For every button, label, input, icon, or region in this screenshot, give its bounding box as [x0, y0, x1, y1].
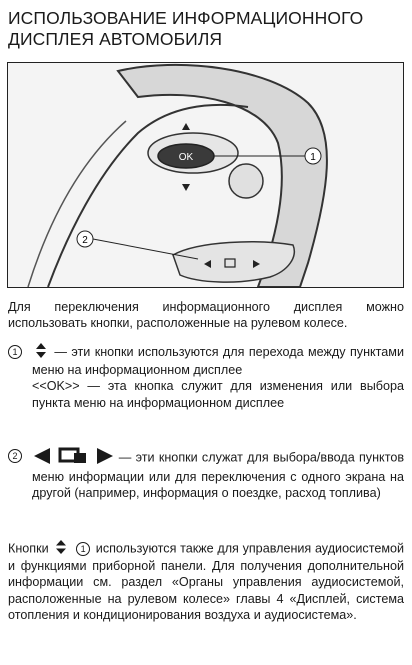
- item1-text-a: — эти кнопки используются для перехода между пунктами меню на информационном дисплее: [32, 344, 404, 378]
- intro-paragraph: Для переключения информационного дисплея можно использовать кнопки, расположенные на рулевом колесе.: [8, 300, 404, 331]
- page-title: ИСПОЛЬЗОВАНИЕ ИНФОРМАЦИОННОГО ДИСПЛЕЯ АВТОМОБИЛЯ: [8, 8, 364, 49]
- right-triangle-icon: [93, 448, 115, 468]
- callout-2: 2: [82, 235, 88, 246]
- item-body: [32, 343, 404, 411]
- item-body: [32, 447, 404, 502]
- round-button: [229, 164, 263, 198]
- up-down-arrows-icon: [52, 540, 70, 558]
- screen-toggle-icon: [58, 447, 88, 469]
- up-down-arrows-icon: [32, 343, 50, 362]
- item1-text-b: <<OK>> — эта кнопка служит для изменения или выбора пункта меню на информационном дисплее: [32, 379, 404, 410]
- steering-wheel-figure: [7, 62, 404, 288]
- left-triangle-icon: [32, 448, 54, 468]
- item2-text: — эти кнопки служат для выбора/ввода пунктов меню информации или для переключения с одного экрана на другой (например, информация о поездке, расход топлива): [32, 450, 405, 501]
- ok-button-label: OK: [178, 152, 194, 163]
- audio-paragraph: Кнопки 1 используются также для управления аудиосистемой и функциями приборной панели. Для получения дополнительной информации см. раздел «Органы управления аудиосистемой, расположенные на рулевом колесе» главы 4 «Дисплей, система отопления и кондиционирования воздуха и аудиосистема».: [8, 541, 405, 622]
- item-number: 2: [8, 447, 24, 463]
- callout-1: 1: [310, 152, 316, 163]
- item-number: 1: [8, 343, 24, 359]
